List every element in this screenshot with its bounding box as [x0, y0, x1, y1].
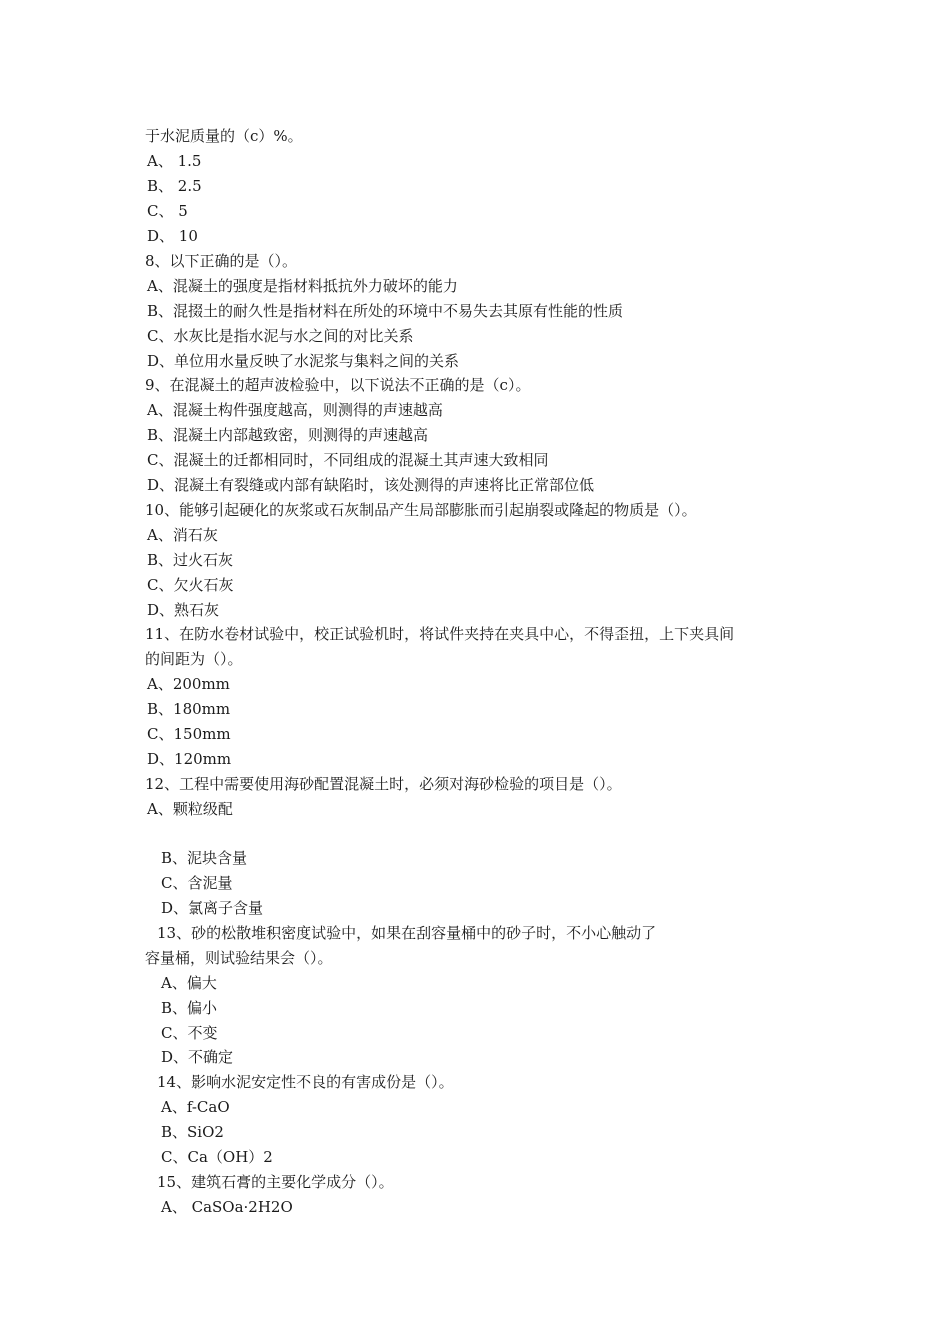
option-line: B、过火石灰	[147, 551, 234, 569]
text-line: 于水泥质量的（c）%。	[145, 127, 303, 145]
question-line: 11、在防水卷材试验中，校正试验机时，将试件夹持在夹具中心，不得歪扭，上下夹具间	[145, 625, 735, 643]
option-line: A、混凝土的强度是指材料抵抗外力破坏的能力	[147, 277, 458, 295]
option-line: A、消石灰	[147, 526, 218, 544]
option-line: C、150mm	[147, 725, 231, 743]
question-line: 13、砂的松散堆积密度试验中，如果在刮容量桶中的砂子时，不小心触动了	[157, 924, 657, 942]
option-line: B、 2.5	[147, 177, 202, 195]
option-line: B、混掇土的耐久性是指材料在所处的环境中不易失去其原有性能的性质	[147, 302, 624, 320]
option-line: B、泥块含量	[161, 849, 248, 867]
option-line: C、不变	[161, 1024, 218, 1042]
option-line: A、200mm	[147, 675, 230, 693]
option-line: C、含泥量	[161, 874, 233, 892]
question-line: 15、建筑石膏的主要化学成分（）。	[157, 1173, 394, 1191]
option-line: B、SiO2	[161, 1123, 224, 1141]
question-line: 容量桶，则试验结果会（）。	[145, 949, 333, 967]
option-line: A、颗粒级配	[147, 800, 233, 818]
option-line: A、 1.5	[147, 152, 202, 170]
option-line: D、不确定	[161, 1048, 234, 1066]
option-line: D、 10	[147, 227, 198, 245]
option-line: C、欠火石灰	[147, 576, 234, 594]
option-line: C、 5	[147, 202, 188, 220]
option-line: D、混凝土有裂缝或内部有缺陷时，该处测得的声速将比正常部位低	[147, 476, 595, 494]
option-line: D、120mm	[147, 750, 232, 768]
option-line: D、单位用水量反映了水泥浆与集料之间的关系	[147, 352, 460, 370]
option-line: A、f-CaO	[161, 1098, 230, 1116]
question-line: 14、影响水泥安定性不良的有害成份是（）。	[157, 1073, 454, 1091]
question-line: 12、工程中需要使用海砂配置混凝土时，必须对海砂检验的项目是（）。	[145, 775, 622, 793]
option-line: C、混凝土的迁都相同时，不同组成的混凝土其声速大致相同	[147, 451, 549, 469]
question-line: 10、能够引起硬化的灰浆或石灰制品产生局部膨胀而引起崩裂或隆起的物质是（）。	[145, 501, 697, 519]
option-line: B、混凝土内部越致密，则测得的声速越高	[147, 426, 429, 444]
option-line: A、混凝土构件强度越高，则测得的声速越高	[147, 401, 443, 419]
option-line: C、水灰比是指水泥与水之间的对比关系	[147, 327, 414, 345]
question-line: 的间距为（）。	[145, 650, 243, 668]
question-line: 8、以下正确的是（）。	[145, 252, 298, 270]
option-line: D、熟石灰	[147, 601, 220, 619]
option-line: B、偏小	[161, 999, 218, 1017]
question-line: 9、在混凝土的超声波检验中，以下说法不正确的是（c）。	[145, 376, 531, 394]
option-line: D、氯离子含量	[161, 899, 264, 917]
option-line: C、Ca（OH）2	[161, 1148, 273, 1166]
option-line: A、偏大	[161, 974, 217, 992]
option-line: A、 CaSOa·2H2O	[161, 1198, 293, 1216]
option-line: B、180mm	[147, 700, 231, 718]
